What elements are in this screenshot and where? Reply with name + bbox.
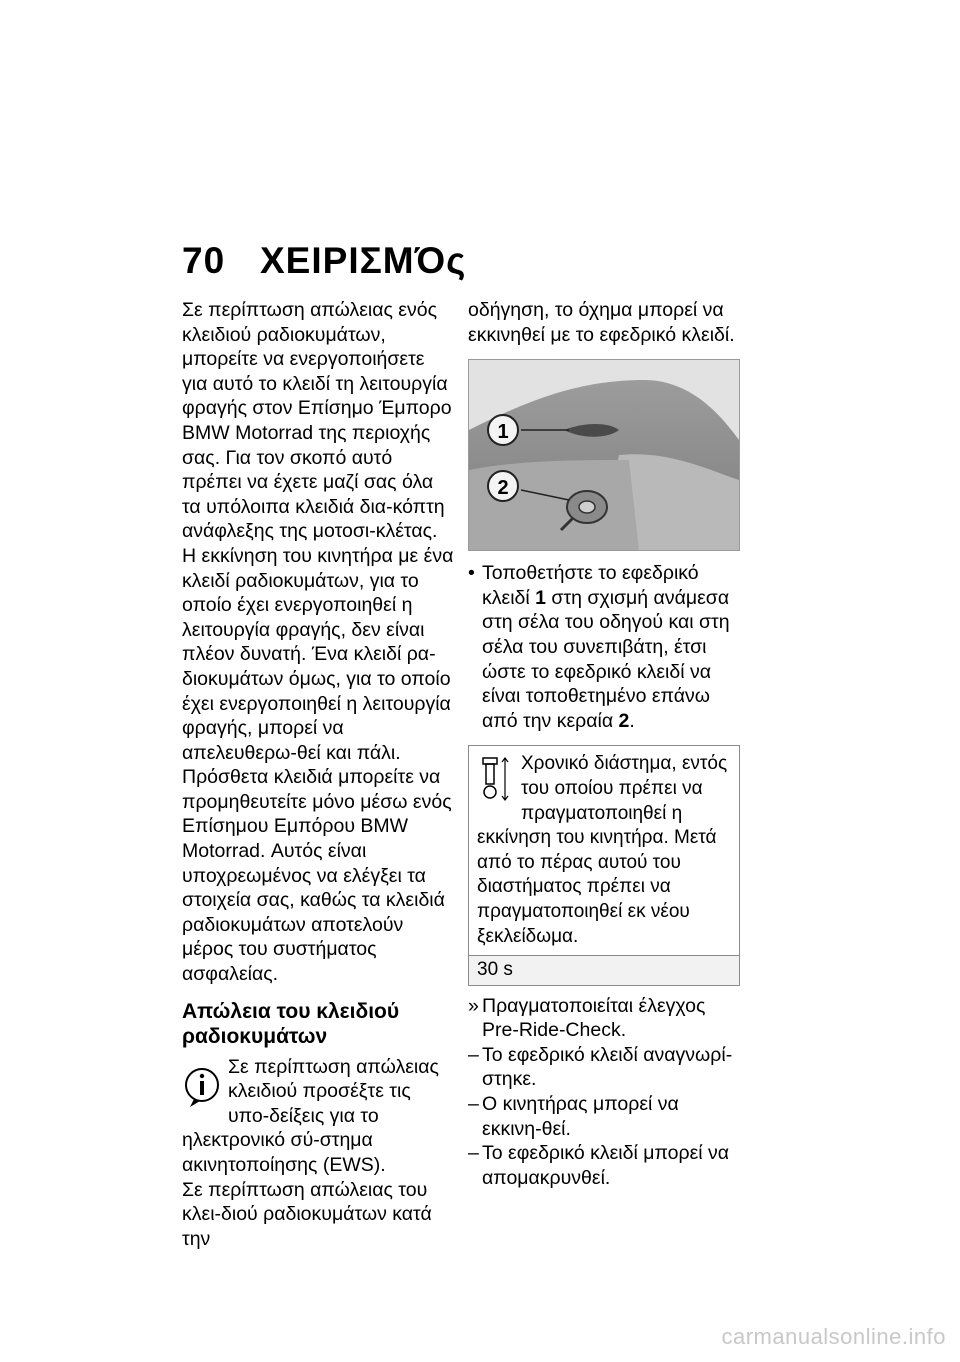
instruction-step — [468, 561, 740, 733]
spare-key-figure — [468, 359, 740, 551]
time-interval-value: 30 s — [469, 955, 739, 985]
step-text: στη σχισμή ανάμεσα στη σέλα του οδηγού και στη σέλα του συνεπιβάτη, έτσι ώστε το εφεδρικό κλειδί να είναι τοποθετημένο επάνω από την κεραία — [482, 586, 730, 732]
callout-2-label: 2 — [497, 477, 509, 500]
result-marker: » — [468, 994, 479, 1017]
result-text: Πραγματοποιείται έλεγχος Pre-Ride-Check. — [482, 994, 706, 1042]
watermark: carmanualsonline.info — [721, 1324, 946, 1349]
result-item — [468, 1141, 740, 1190]
result-text: Το εφεδρικό κλειδί αναγνωρί-στηκε. — [482, 1043, 733, 1091]
paragraph: οδήγηση, το όχημα μπορεί να εκκινηθεί με το εφεδρικό κλειδί. — [468, 299, 735, 346]
result-list — [468, 994, 740, 1191]
timer-icon — [477, 754, 515, 804]
instruction-list — [468, 561, 740, 733]
result-marker: – — [468, 1142, 479, 1165]
page-number: 70 — [182, 240, 226, 281]
ref-number: 2 — [618, 709, 630, 732]
paragraph: Πρόσθετα κλειδιά μπορείτε να προμηθευτείτε μόνο μέσω ενός Επίσημου Εμπόρου BMW Motorrad. Αυτός είναι υποχρεωμένος να ελέγξει τα στοιχεία σας, καθώς τα κλειδιά ραδιοκυμάτων αποτελούν μέρος του συστήματος ασφαλείας. — [182, 766, 452, 986]
result-marker: – — [468, 1093, 479, 1116]
step-text: Τοποθετήστε το εφεδρικό κλειδί — [482, 562, 699, 609]
result-text: Το εφεδρικό κλειδί μπορεί να απομακρυνθεί. — [482, 1142, 730, 1189]
info-text: Σε περίπτωση απώλειας κλειδιού προσέξτε τις υπο-δείξεις για το ηλεκτρονικό σύ-στημα ακινητοποίησης (EWS). — [182, 1055, 439, 1176]
page-title: ΧΕΙΡΙΣΜΌς — [260, 240, 467, 281]
left-column — [182, 298, 454, 1251]
ref-number: 1 — [535, 586, 546, 609]
time-interval-text: Χρονικό διάστημα, εντός του οποίου πρέπει να πραγματοποιηθεί η εκκίνηση του κινητήρα. Μετά από το πέρας αυτού του διαστήματος πρέπει να πραγματοποιηθεί εκ νέου ξεκλείδωμα. — [477, 753, 728, 947]
result-item — [468, 1092, 740, 1141]
seat-illustration — [469, 360, 739, 550]
callout-1-label: 1 — [497, 421, 509, 444]
result-text: Ο κινητήρας μπορεί να εκκινη-θεί. — [482, 1093, 679, 1140]
info-icon — [182, 1063, 222, 1111]
result-item — [468, 994, 740, 1043]
time-interval-box — [468, 745, 740, 985]
section-heading: Απώλεια του κλειδιού ραδιοκυμάτων — [182, 999, 400, 1048]
paragraph: Σε περίπτωση απώλειας ενός κλειδιού ραδιοκυμάτων, μπορείτε να ενεργοποιήσετε για αυτό το κλειδί τη λειτουργία φραγής στον Επίσημο Έμπορο BMW Motorrad της περιοχής σας. Για τον σκοπό αυτό πρέπει να έχετε μαζί σας όλα τα υπόλοιπα κλειδιά δια-κόπτη ανάφλεξης της μοτοσι-κλέτας. — [182, 299, 452, 543]
step-text: . — [629, 709, 635, 732]
page-header — [182, 240, 466, 282]
result-marker: – — [468, 1043, 479, 1066]
paragraph: Σε περίπτωση απώλειας του κλει-διού ραδιοκυμάτων κατά την — [182, 1178, 432, 1250]
paragraph: Η εκκίνηση του κινητήρα με ένα κλειδί ραδιοκυμάτων, για το οποίο έχει ενεργοποιηθεί η λειτουργία φραγής, δεν είναι πλέον δυνατή. Ένα κλειδί ρα-διοκυμάτων όμως, για το οποίο έχει ενεργοποιηθεί η λειτουργία φραγής, μπορεί να απελευθερω-θεί και πάλι. — [182, 544, 454, 764]
info-note — [182, 1055, 454, 1178]
right-column — [468, 298, 740, 1190]
result-item — [468, 1043, 740, 1092]
